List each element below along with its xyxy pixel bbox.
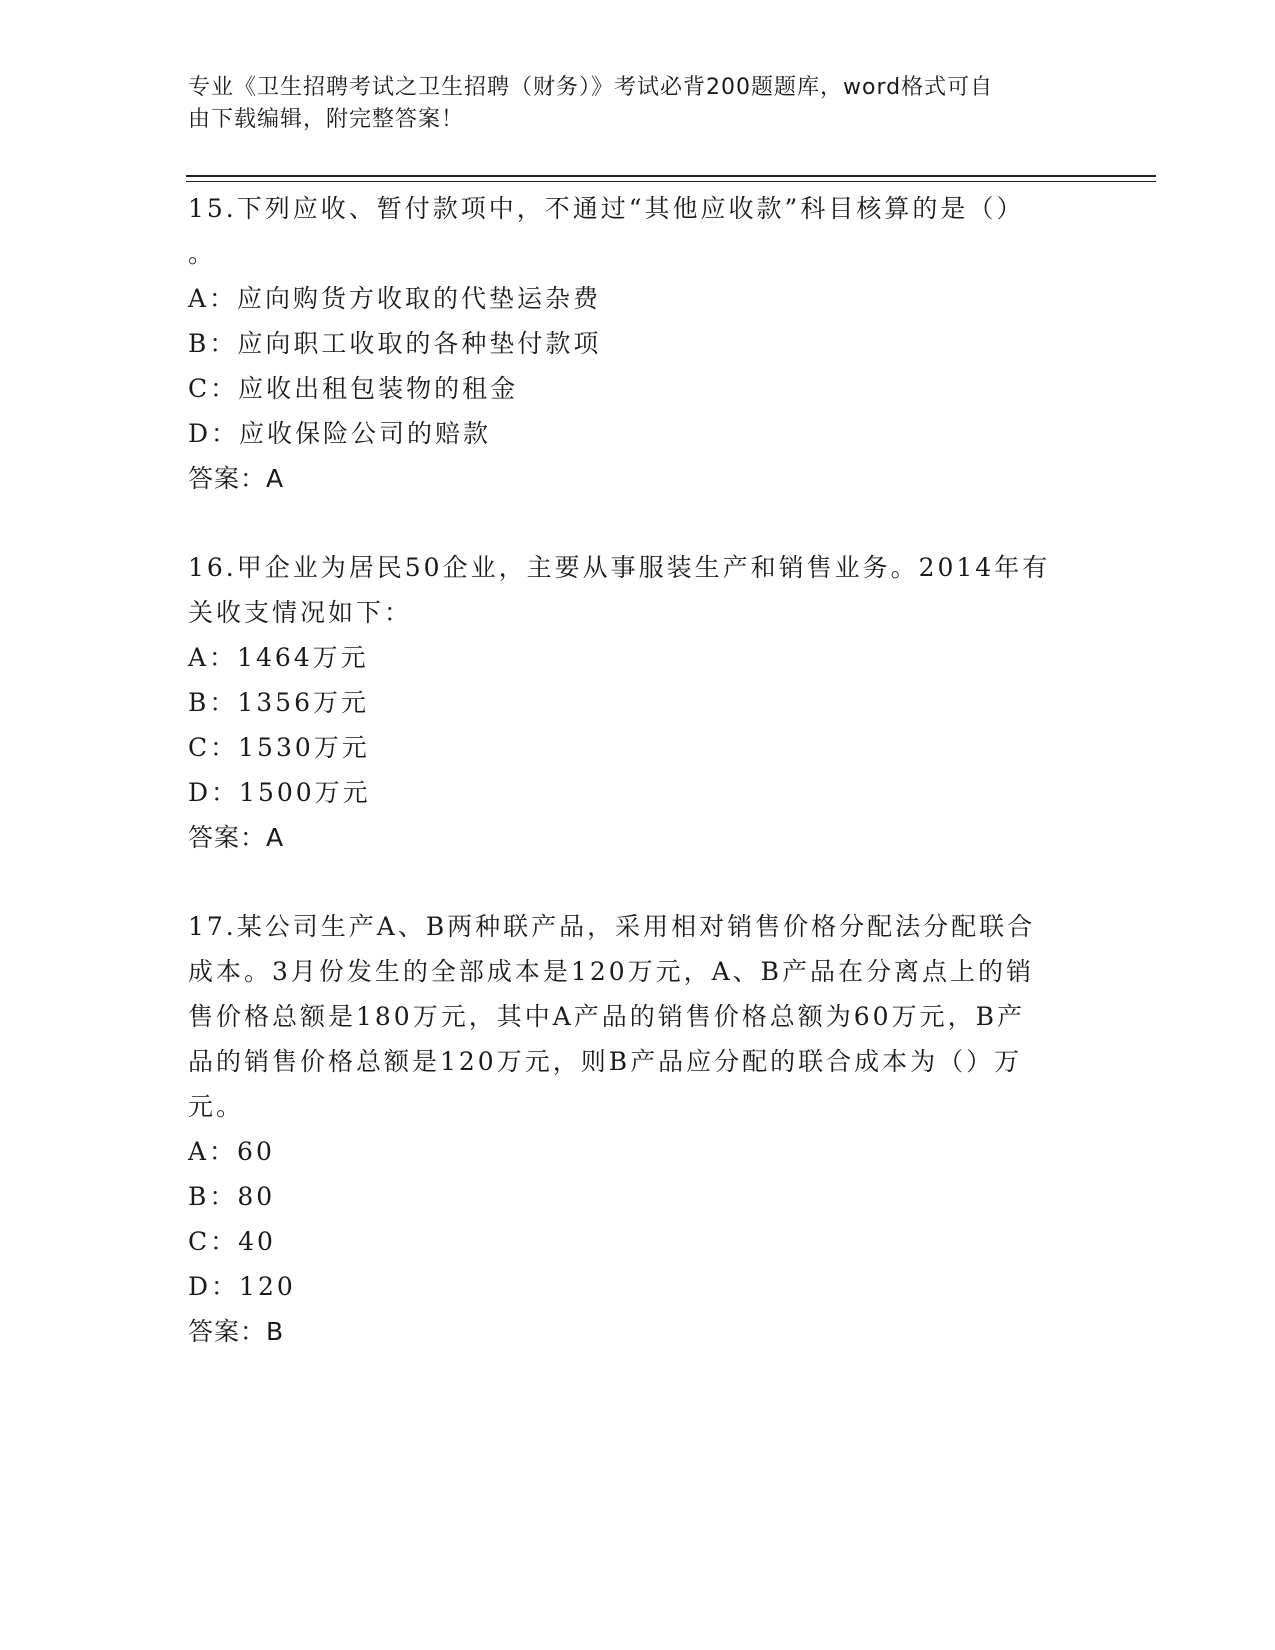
header-divider-thin (186, 181, 1156, 182)
option-a: A：1464万元 (188, 643, 369, 672)
question-stem-line: 16.甲企业为居民50企业，主要从事服装生产和销售业务。2014年有 (188, 553, 1051, 582)
question-stem-line: 关收支情况如下： (188, 598, 413, 627)
option-d: D：120 (188, 1272, 296, 1301)
header-divider-thick (186, 175, 1156, 177)
question-stem-line: 成本。3月份发生的全部成本是120万元，A、B产品在分离点上的销 (188, 957, 1035, 986)
option-c: C：1530万元 (188, 733, 370, 762)
option-d: D：应收保险公司的赔款 (188, 419, 492, 448)
answer: 答案：A (188, 823, 285, 852)
document-header (188, 72, 1068, 136)
question-stem-line: 品的销售价格总额是120万元，则B产品应分配的联合成本为（）万 (188, 1047, 1023, 1076)
question-stem-line: 17.某公司生产A、B两种联产品，采用相对销售价格分配法分配联合 (188, 912, 1036, 941)
header-line-2: 由下载编辑，附完整答案！ (188, 107, 465, 132)
answer: 答案：A (188, 464, 285, 493)
option-b: B：80 (188, 1182, 276, 1211)
option-a: A：应向购货方收取的代垫运杂费 (188, 284, 602, 313)
question-stem-line: 售价格总额是180万元，其中A产品的销售价格总额为60万元，B产 (188, 1002, 1025, 1031)
header-line-1: 专业《卫生招聘考试之卫生招聘（财务）》考试必背200题题库，word格式可自 (188, 75, 994, 100)
answer: 答案：B (188, 1317, 285, 1346)
question-stem-line: 。 (188, 239, 217, 268)
question-stem-line: 元。 (188, 1092, 245, 1121)
option-b: B：1356万元 (188, 688, 369, 717)
question-stem-line: 15.下列应收、暂付款项中，不通过“其他应收款”科目核算的是（） (188, 194, 1025, 223)
question-17 (188, 904, 1068, 1354)
question-16 (188, 545, 1068, 860)
question-15 (188, 186, 1068, 501)
option-b: B：应向职工收取的各种垫付款项 (188, 329, 602, 358)
option-c: C：40 (188, 1227, 276, 1256)
option-c: C：应收出租包装物的租金 (188, 374, 519, 403)
option-d: D：1500万元 (188, 778, 371, 807)
option-a: A：60 (188, 1137, 275, 1166)
